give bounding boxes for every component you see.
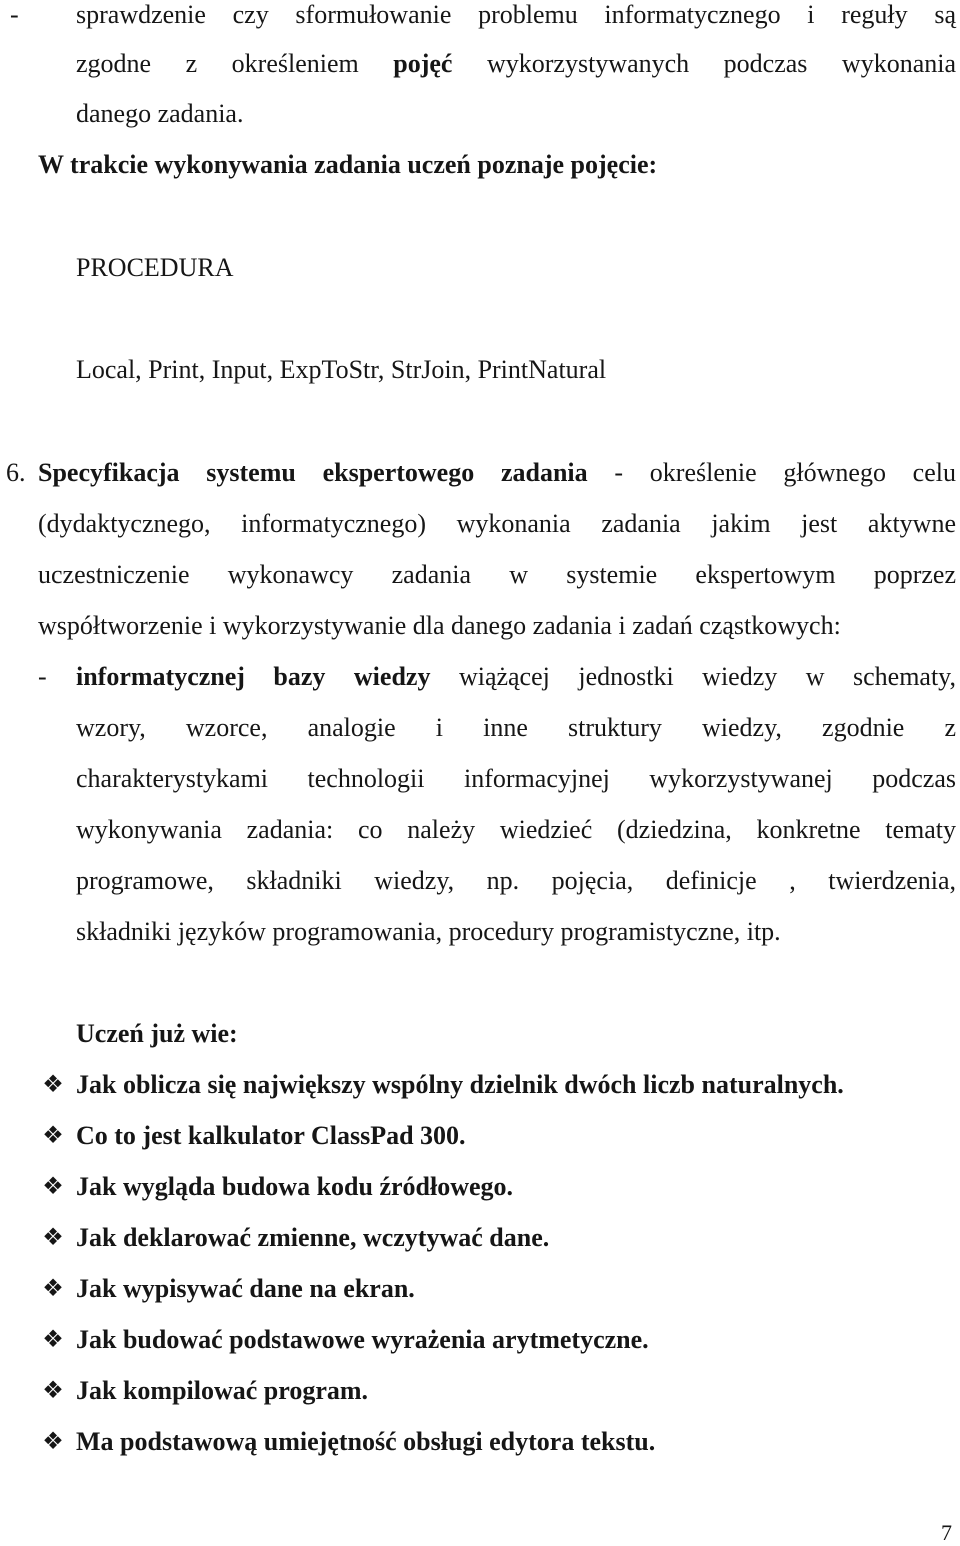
section-line-4: współtworzenie i wykorzystywanie dla danego zadania i zadań cząstkowych: (38, 611, 841, 640)
knows-item: Ma podstawową umiejętność obsługi edytora tekstu. (76, 1427, 656, 1456)
knows-item: Co to jest kalkulator ClassPad 300. (76, 1121, 466, 1150)
knows-item: Jak wygląda budowa kodu źródłowego. (76, 1172, 514, 1201)
knows-heading: Uczeń już wie: (76, 1019, 238, 1048)
top-item-line-1 (76, 0, 956, 30)
sub-line-4: wykonywania zadania: co należy wiedzieć (dziedzina, konkretne tematy (76, 815, 956, 844)
sub-line-5: programowe, składniki wiedzy, np. pojęcia, definicje , twierdzenia, (76, 866, 956, 895)
top-item-text: wykorzystywanych podczas wykonania (452, 49, 956, 78)
page-number: 7 (941, 1520, 952, 1545)
diamond-bullet-icon: ❖ (42, 1225, 64, 1251)
concept-list: Local, Print, Input, ExpToStr, StrJoin, PrintNatural (76, 355, 607, 384)
concept-intro: W trakcie wykonywania zadania uczeń poznaje pojęcie: (38, 150, 658, 179)
sub-line-1 (76, 662, 956, 692)
bold-term: pojęć (393, 49, 453, 78)
top-item-line-3: danego zadania. (76, 99, 244, 128)
sub-line-3: charakterystykami technologii informacyjnej wykorzystywanej podczas (76, 764, 956, 793)
section-title: Specyfikacja systemu ekspertowego zadania (38, 458, 588, 487)
knows-item: Jak wypisywać dane na ekran. (76, 1274, 415, 1303)
diamond-bullet-icon: ❖ (42, 1429, 64, 1455)
top-item-text: sprawdzenie czy sformułowanie problemu informatycznego i reguły są (76, 0, 956, 29)
knows-item: Jak deklarować zmienne, wczytywać dane. (76, 1223, 550, 1252)
diamond-bullet-icon: ❖ (42, 1174, 64, 1200)
concept-title: PROCEDURA (76, 253, 234, 282)
top-item-text: zgodne z określeniem (76, 49, 394, 78)
knows-item: Jak kompilować program. (76, 1376, 369, 1405)
top-item-line-2 (76, 49, 956, 79)
sub-line-2: wzory, wzorce, analogie i inne struktury wiedzy, zgodnie z (76, 713, 956, 742)
sub-text: wiążącej jednostki wiedzy w schematy, (430, 662, 956, 691)
section-text: - określenie głównego celu (614, 458, 956, 487)
section-line-2: (dydaktycznego, informatycznego) wykonania zadania jakim jest aktywne (38, 509, 956, 538)
list-dash: - (10, 0, 19, 29)
section-number: 6. (6, 458, 26, 487)
diamond-bullet-icon: ❖ (42, 1276, 64, 1302)
diamond-bullet-icon: ❖ (42, 1123, 64, 1149)
knows-item: Jak oblicza się największy wspólny dzielnik dwóch liczb naturalnych. (76, 1070, 844, 1099)
section-line-1 (38, 458, 956, 488)
diamond-bullet-icon: ❖ (42, 1072, 64, 1098)
section-line-3: uczestniczenie wykonawcy zadania w systemie ekspertowym poprzez (38, 560, 956, 589)
knows-item: Jak budować podstawowe wyrażenia arytmetyczne. (76, 1325, 649, 1354)
sub-bold-term: informatycznej bazy wiedzy (76, 662, 431, 691)
diamond-bullet-icon: ❖ (42, 1327, 64, 1353)
diamond-bullet-icon: ❖ (42, 1378, 64, 1404)
sub-line-6: składniki języków programowania, procedury programistyczne, itp. (76, 917, 781, 946)
sub-dash: - (38, 662, 47, 691)
